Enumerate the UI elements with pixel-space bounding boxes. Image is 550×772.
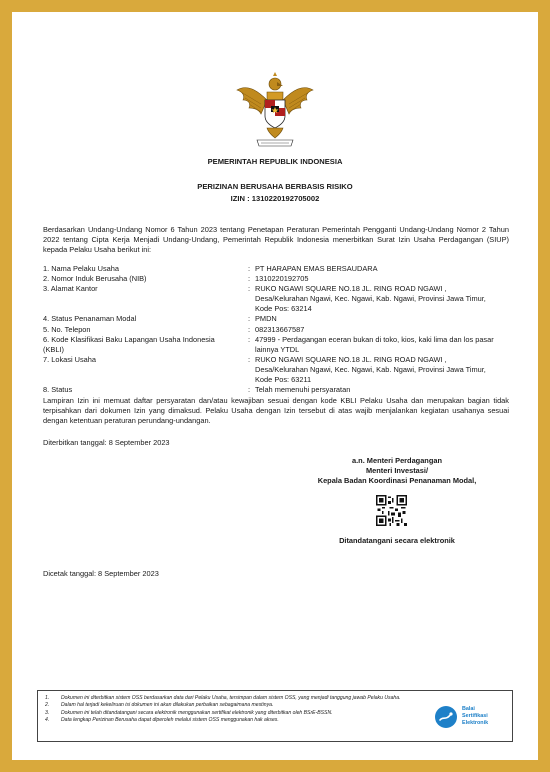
signatory-block	[282, 456, 512, 487]
permit-title: PERIZINAN BERUSAHA BERBASIS RISIKO	[197, 182, 353, 191]
list-item: 1. Dokumen ini diterbitkan sistem OSS berdasarkan data dari Pelaku Usaha, tersimpan dalam sistem OSS, yang menjadi tanggung jawab Pelaku Usaha.	[45, 695, 401, 701]
field-value: PMDN	[255, 314, 277, 324]
signatory-line: Kepala Badan Koordinasi Penanaman Modal,	[317, 476, 477, 486]
field-row: 3. Alamat Kantor : RUKO NGAWI SQUARE NO.18 JL. RING ROAD NGAWI , Desa/Kelurahan Ngawi, Kec. Ngawi, Kab. Ngawi, Provinsi Jawa Timur, Kode Pos: 63214	[43, 284, 513, 314]
business-details	[43, 264, 513, 395]
field-row: 5. No. Telepon : 082313667587	[43, 325, 513, 335]
printed-date: Dicetak tanggal: 8 September 2023	[43, 569, 159, 578]
issued-date: Diterbitkan tanggal: 8 September 2023	[43, 438, 170, 447]
republic-heading: PEMERINTAH REPUBLIK INDONESIA	[207, 157, 343, 166]
bsre-logo-icon	[434, 705, 458, 729]
field-row: 8. Status : Telah memenuhi persyaratan	[43, 385, 513, 395]
field-value: 082313667587	[255, 324, 305, 334]
list-item: 4. Data lengkap Perizinan Berusaha dapat diperoleh melalui sistem OSS menggunakan hak akses.	[45, 717, 279, 724]
field-label: 4. Status Penanaman Modal	[43, 314, 137, 324]
list-item: 2. Dalam hal terjadi kekeliruan isi dokumen ini akan dilakukan perbaikan sebagaimana mestinya.	[45, 702, 274, 709]
field-label: 8. Status	[43, 385, 73, 395]
field-value: PT HARAPAN EMAS BERSAUDARA	[255, 264, 378, 273]
electronic-signature-note: Ditandatangani secara elektronik	[339, 536, 455, 545]
signatory-line: Menteri Investasi/	[365, 466, 429, 476]
field-row: 1. Nama Pelaku Usaha : PT HARAPAN EMAS BERSAUDARA	[43, 264, 513, 274]
field-value: 47999 - Perdagangan eceran bukan di toko, kios, kaki lima dan los pasar lainnya YTDL	[255, 334, 494, 354]
footer-notes-box	[37, 690, 513, 742]
field-label: 6. Kode Klasifikasi Baku Lapangan Usaha Indonesia (KBLI)	[43, 334, 215, 354]
field-label: 1. Nama Pelaku Usaha	[43, 264, 119, 273]
field-value: Telah memenuhi persyaratan	[255, 385, 351, 395]
qr-code-icon	[376, 495, 407, 526]
field-label: 2. Nomor Induk Berusaha (NIB)	[43, 274, 147, 284]
notes-list	[45, 695, 415, 725]
intro-paragraph: Berdasarkan Undang-Undang Nomor 6 Tahun 2023 tentang Penetapan Peraturan Pemerintah Pengganti Undang-Undang Nomor 2 Tahun 2022 tentang Cipta Kerja Menjadi Undang-Undang, Pemerintah Republik Indonesia menerbitkan Surat Izin Usaha Perdagangan (SIUP) kepada Pelaku Usaha berikut ini:	[43, 225, 509, 255]
field-row: 2. Nomor Induk Berusaha (NIB) : 1310220192705	[43, 274, 513, 284]
list-item: 3. Dokumen ini telah ditandatangani secara elektronik menggunakan sertifikat elektronik yang diterbitkan oleh BSrE-BSSN.	[45, 709, 333, 716]
bsre-logo	[434, 705, 510, 731]
field-value: 1310220192705	[255, 274, 309, 284]
field-value: RUKO NGAWI SQUARE NO.18 JL. RING ROAD NGAWI , Desa/Kelurahan Ngawi, Kec. Ngawi, Kab. Ngawi, Provinsi Jawa Timur, Kode Pos: 63214	[255, 284, 486, 314]
field-label: 7. Lokasi Usaha	[43, 354, 96, 364]
field-label: 5. No. Telepon	[43, 324, 91, 334]
attachment-paragraph: Lampiran Izin ini memuat daftar persyaratan dan/atau kewajiban sesuai dengan kode KBLI Pelaku Usaha dan merupakan bagian tidak terpisahkan dari dokumen Izin yang dimaksud. Pelaku Usaha dengan Izin tersebut di atas wajib menjalankan kegiatan usahanya sesuai dengan ketentuan peraturan perundang-undangan.	[43, 396, 509, 426]
field-row: 7. Lokasi Usaha : RUKO NGAWI SQUARE NO.18 JL. RING ROAD NGAWI , Desa/Kelurahan Ngawi, Kec. Ngawi, Kab. Ngawi, Provinsi Jawa Timur, Kode Pos: 63211	[43, 355, 513, 385]
field-row: 6. Kode Klasifikasi Baku Lapangan Usaha Indonesia (KBLI) : 47999 - Perdagangan eceran bukan di toko, kios, kaki lima dan los pasar lainnya YTDL	[43, 335, 513, 355]
garuda-emblem-icon	[233, 70, 317, 152]
field-row: 4. Status Penanaman Modal : PMDN	[43, 314, 513, 324]
permit-number: IZIN : 1310220192705002	[230, 194, 320, 203]
signatory-line: a.n. Menteri Perdagangan	[352, 456, 442, 465]
field-value: RUKO NGAWI SQUARE NO.18 JL. RING ROAD NGAWI , Desa/Kelurahan Ngawi, Kec. Ngawi, Kab. Ngawi, Provinsi Jawa Timur, Kode Pos: 63211	[255, 354, 486, 385]
bsre-logo-text: Balai Sertifikasi Elektronik	[462, 706, 489, 726]
field-label: 3. Alamat Kantor	[43, 284, 98, 294]
